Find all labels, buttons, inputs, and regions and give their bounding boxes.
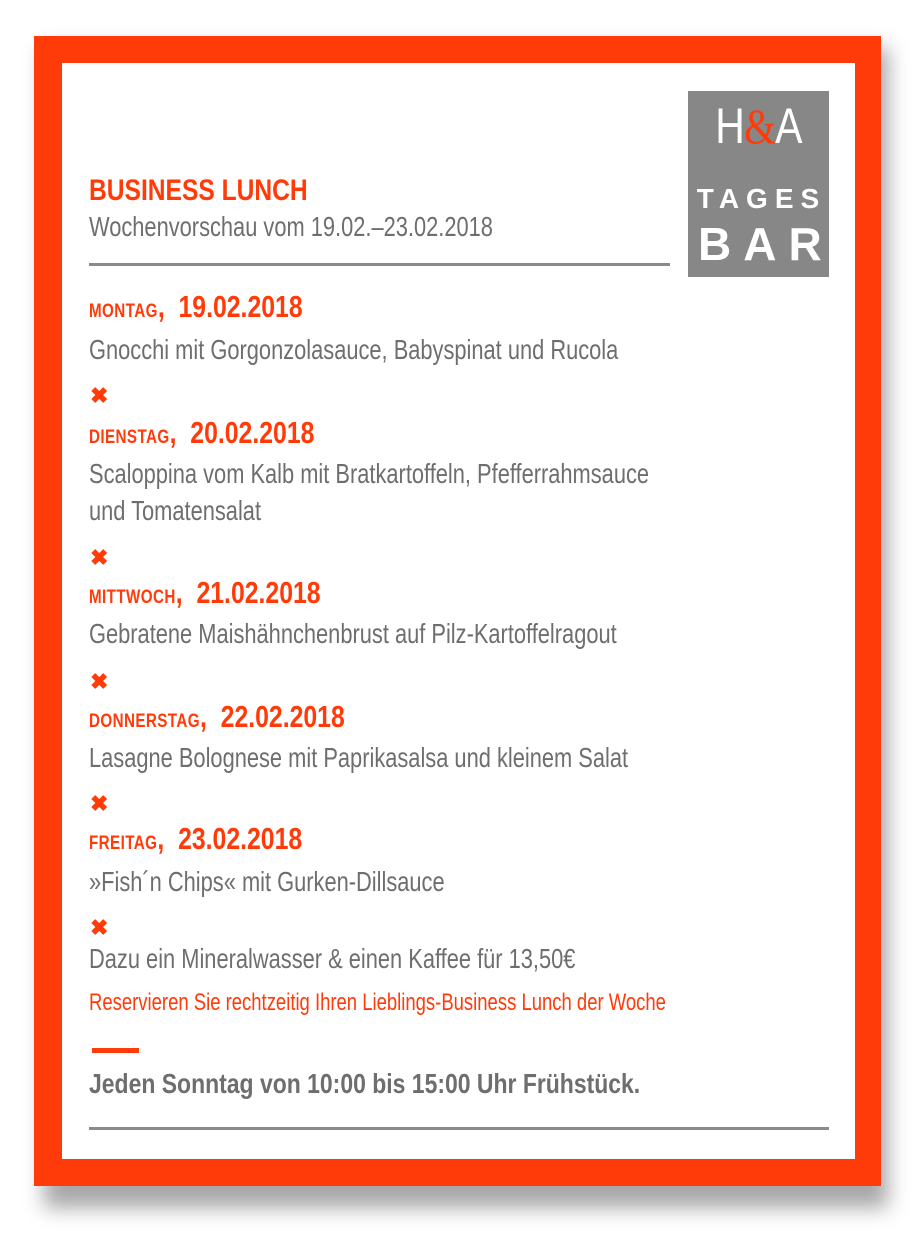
dish-line: Gnocchi mit Gorgonzolasauce, Babyspinat und Rucola [89, 334, 619, 365]
day-name: DONNERSTAG [89, 711, 200, 732]
logo-a: A [775, 98, 802, 154]
day-heading-thursday [89, 699, 345, 735]
ha-tagesbar-logo [688, 91, 834, 277]
logo-bar: BAR [698, 218, 834, 270]
day-comma: , [199, 699, 221, 734]
day-heading-tuesday [89, 415, 314, 451]
dish-tuesday [89, 455, 649, 529]
x-mark-icon: ✖ [90, 791, 109, 816]
logo-h: H [715, 98, 745, 154]
x-mark-icon: ✖ [90, 669, 109, 694]
day-heading-wednesday [89, 575, 321, 611]
day-date: 23.02.2018 [178, 821, 303, 856]
logo-tages: TAGES [696, 183, 827, 214]
page-title: BUSINESS LUNCH [89, 174, 308, 207]
dish-line: und Tomatensalat [89, 495, 262, 526]
day-name: MONTAG [89, 301, 158, 322]
dish-monday [89, 331, 618, 368]
day-comma: , [157, 821, 179, 856]
x-mark-icon: ✖ [90, 915, 109, 940]
day-date: 22.02.2018 [220, 699, 345, 734]
day-name: MITTWOCH [89, 587, 176, 608]
dish-line: Lasagne Bolognese mit Paprikasalsa und kleinem Salat [89, 742, 629, 773]
footer-divider [89, 1127, 829, 1130]
day-name: DIENSTAG [89, 427, 170, 448]
dish-line: »Fish´n Chips« mit Gurken-Dillsauce [89, 866, 445, 897]
day-date: 19.02.2018 [178, 289, 303, 324]
x-mark-icon: ✖ [90, 383, 109, 408]
menu-card [62, 63, 855, 1159]
day-name: FREITAG [89, 833, 158, 854]
dish-thursday [89, 739, 628, 776]
logo-ampersand: & [744, 98, 776, 154]
dish-friday [89, 863, 445, 900]
day-comma: , [175, 575, 197, 610]
day-comma: , [157, 289, 179, 324]
accent-dash [92, 1048, 139, 1053]
reservation-note: Reservieren Sie rechtzeitig Ihren Lieblings-Business Lunch der Woche [89, 989, 666, 1016]
day-heading-friday [89, 821, 302, 857]
day-comma: , [169, 415, 191, 450]
day-date: 21.02.2018 [196, 575, 321, 610]
day-heading-monday [89, 289, 303, 325]
dish-line: Scaloppina vom Kalb mit Bratkartoffeln, Pfefferrahmsauce [89, 458, 650, 489]
sunday-breakfast-note: Jeden Sonntag von 10:00 bis 15:00 Uhr Frühstück. [89, 1068, 641, 1099]
dish-wednesday [89, 615, 617, 652]
day-date: 20.02.2018 [190, 415, 315, 450]
dish-line: Gebratene Maishähnchenbrust auf Pilz-Kartoffelragout [89, 618, 617, 649]
x-mark-icon: ✖ [90, 545, 109, 570]
logo-monogram [701, 98, 817, 154]
drink-offer: Dazu ein Mineralwasser & einen Kaffee für 13,50€ [89, 943, 576, 974]
week-subtitle: Wochenvorschau vom 19.02.–23.02.2018 [89, 211, 493, 242]
header-divider [89, 263, 670, 266]
